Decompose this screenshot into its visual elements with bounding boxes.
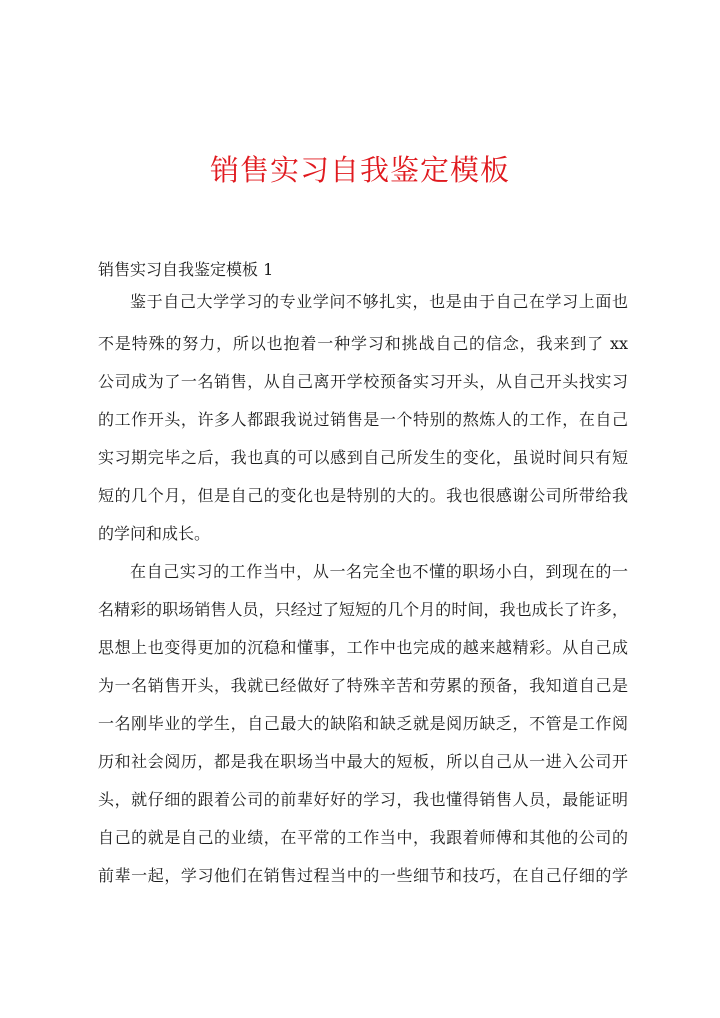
- paragraph-line: 短的几个月，但是自己的变化也是特别的大的。我也很感谢公司所带给我: [98, 486, 628, 505]
- paragraph-line: 历和社会阅历，都是我在职场当中最大的短板，所以自己从一进入公司开: [98, 752, 628, 771]
- paragraph-line: 实习期完毕之后，我也真的可以感到自己所发生的变化，虽说时间只有短: [98, 448, 628, 467]
- paragraph-line: 前辈一起，学习他们在销售过程当中的一些细节和技巧，在自己仔细的学: [98, 866, 628, 885]
- paragraph-line: 为一名销售开头，我就已经做好了特殊辛苦和劳累的预备，我知道自己是: [98, 676, 628, 695]
- paragraph-line: 一名刚毕业的学生，自己最大的缺陷和缺乏就是阅历缺乏，不管是工作阅: [98, 714, 628, 733]
- paragraph-line: 鉴于自己大学学习的专业学问不够扎实，也是由于自己在学习上面也: [130, 292, 628, 311]
- paragraph-line: 公司成为了一名销售，从自己离开学校预备实习开头，从自己开头找实习: [98, 372, 628, 391]
- paragraph-line: 头，就仔细的跟着公司的前辈好好的学习，我也懂得销售人员，最能证明: [98, 790, 628, 809]
- paragraph-line: 名精彩的职场销售人员，只经过了短短的几个月的时间，我也成长了许多，: [98, 600, 628, 619]
- paragraph-line: 的工作开头，许多人都跟我说过销售是一个特别的熬炼人的工作，在自己: [98, 410, 628, 429]
- paragraph-line: 思想上也变得更加的沉稳和懂事，工作中也完成的越来越精彩。从自己成: [98, 638, 628, 657]
- document-title: 销售实习自我鉴定模板: [209, 153, 510, 187]
- section-heading: 销售实习自我鉴定模板 1: [98, 260, 274, 279]
- paragraph-line: 的学问和成长。: [98, 524, 211, 543]
- paragraph-line: 在自己实习的工作当中，从一名完全也不懂的职场小白，到现在的一: [130, 562, 628, 581]
- paragraph-line: 自己的就是自己的业绩，在平常的工作当中，我跟着师傅和其他的公司的: [98, 828, 628, 847]
- paragraph-line: 不是特殊的努力，所以也抱着一种学习和挑战自己的信念，我来到了 xx: [98, 334, 628, 353]
